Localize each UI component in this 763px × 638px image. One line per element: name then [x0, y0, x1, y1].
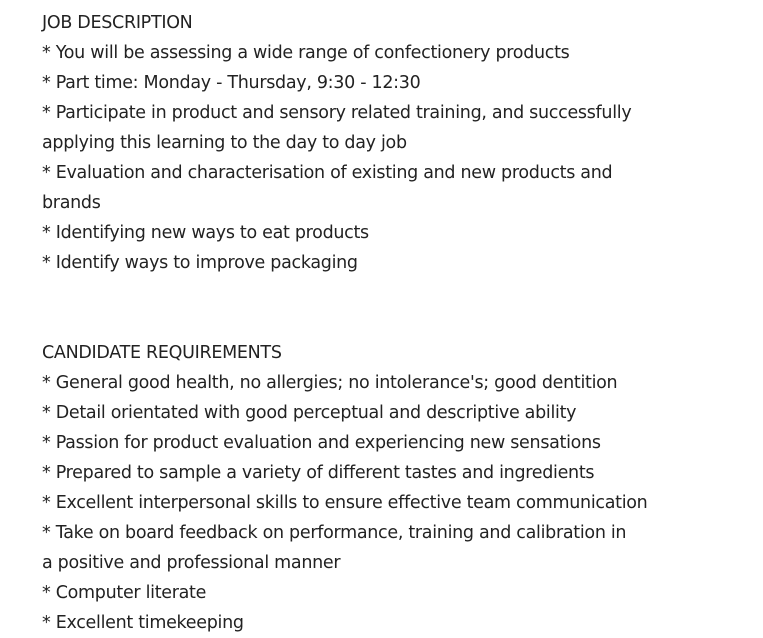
job-description-line: * Part time: Monday - Thursday, 9:30 - 12:30 — [42, 73, 421, 93]
requirement-line: * Passion for product evaluation and experiencing new sensations — [42, 433, 601, 453]
requirement-line: * General good health, no allergies; no intolerance's; good dentition — [42, 373, 618, 393]
section-heading-candidate-requirements: CANDIDATE REQUIREMENTS — [42, 343, 282, 363]
job-description-line: brands — [42, 193, 101, 213]
section-heading-job-description: JOB DESCRIPTION — [42, 13, 193, 33]
job-description-line: * Participate in product and sensory related training, and successfully — [42, 103, 632, 123]
job-description-line: * Evaluation and characterisation of existing and new products and — [42, 163, 613, 183]
section-spacer — [42, 278, 642, 338]
job-description-line: * You will be assessing a wide range of confectionery products — [42, 43, 570, 63]
requirement-line: * Computer literate — [42, 583, 207, 603]
document-body — [42, 8, 648, 638]
requirement-line: * Excellent timekeeping — [42, 613, 244, 633]
job-description-line: applying this learning to the day to day job — [42, 133, 407, 153]
requirement-line: * Prepared to sample a variety of different tastes and ingredients — [42, 463, 595, 483]
requirement-line: * Detail orientated with good perceptual and descriptive ability — [42, 403, 577, 423]
requirement-line: * Take on board feedback on performance, training and calibration in — [42, 523, 627, 543]
requirement-line: * Excellent interpersonal skills to ensure effective team communication — [42, 493, 648, 513]
candidate-requirements-section — [42, 338, 648, 638]
requirement-line: a positive and professional manner — [42, 553, 341, 573]
job-description-line: * Identifying new ways to eat products — [42, 223, 369, 243]
job-description-line: * Identify ways to improve packaging — [42, 253, 358, 273]
job-description-section — [42, 8, 642, 278]
